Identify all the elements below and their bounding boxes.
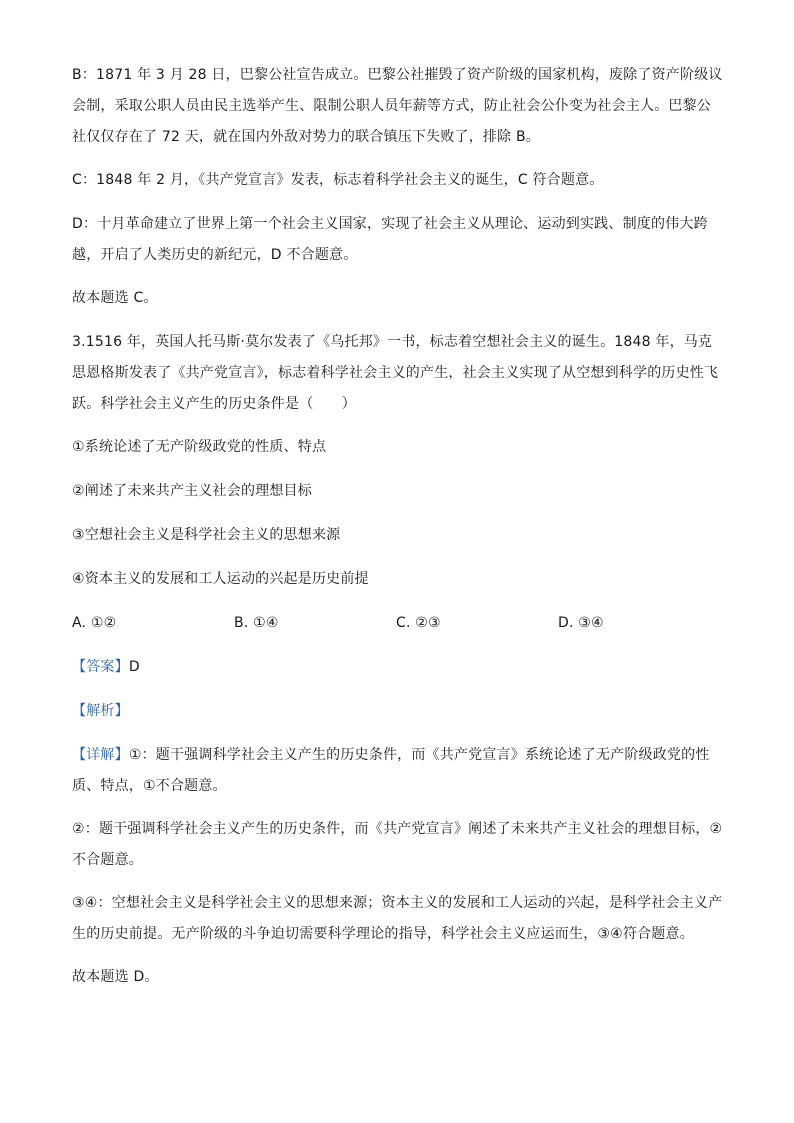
- question-item-4: ④资本主义的发展和工人运动的兴起是历史前提: [72, 571, 369, 587]
- answer-options: [72, 608, 724, 639]
- answer-tag: 【答案】: [72, 659, 129, 675]
- question-item-3: ③空想社会主义是科学社会主义的思想来源: [72, 527, 341, 543]
- conclusion-current: 故本题选 D。: [72, 969, 159, 985]
- question-item-1: ①系统论述了无产阶级政党的性质、特点: [72, 439, 327, 455]
- conclusion-previous: 故本题选 C。: [72, 290, 158, 306]
- explanation-option-b: B：1871 年 3 月 28 日，巴黎公社宣告成立。巴黎公社摧毁了资产阶级的国家机构，废除了资产阶级议会制，采取公职人员由民主选举产生、限制公职人员年薪等方式，防止社会公仆变为社会主人。巴黎公社仅仅存在了 72 天，就在国内外敌对势力的联合镇压下失败了，排除 B。: [72, 67, 723, 145]
- explanation-option-c: C：1848 年 2 月，《共产党宣言》发表，标志着科学社会主义的诞生，C 符合题意。: [72, 172, 604, 188]
- question-item-2: ②阐述了未来共产主义社会的理想目标: [72, 483, 312, 499]
- document-page: [72, 60, 724, 1006]
- detail-point-34: ③④：空想社会主义是科学社会主义的思想来源；资本主义的发展和工人运动的兴起，是科学社会主义产生的历史前提。无产阶级的斗争迫切需要科学理论的指导，科学社会主义应运而生，③④符合题意。: [72, 895, 723, 942]
- detail-point-2: ②：题干强调科学社会主义产生的历史条件，而《共产党宣言》阐述了未来共产主义社会的理想目标，②不合题意。: [72, 821, 723, 868]
- analysis-heading: [72, 696, 724, 727]
- option-c: C. ②③: [396, 615, 441, 631]
- option-d: D. ③④: [558, 615, 604, 631]
- analysis-tag: 【解析】: [72, 703, 129, 719]
- detail-tag: 【详解】: [72, 747, 129, 763]
- detail-point-1-text: ①：题干强调科学社会主义产生的历史条件，而《共产党宣言》系统论述了无产阶级政党的性质、特点，①不合题意。: [72, 747, 710, 794]
- detail-point-1: [72, 740, 724, 802]
- answer-value: D: [128, 659, 140, 675]
- explanation-option-d: D：十月革命建立了世界上第一个社会主义国家，实现了社会主义从理论、运动到实践、制度的伟大跨越，开启了人类历史的新纪元，D 不合题意。: [72, 216, 708, 263]
- answer-line: [72, 652, 724, 683]
- option-a: A. ①②: [72, 615, 117, 631]
- option-b: B. ①④: [234, 615, 279, 631]
- question-stem: 3.1516 年，英国人托马斯·莫尔发表了《乌托邦》一书，标志着空想社会主义的诞生。1848 年，马克思恩格斯发表了《共产党宣言》，标志着科学社会主义的产生，社会主义实现了从空想到科学的历史性飞跃。科学社会主义产生的历史条件是（ ）: [72, 334, 719, 412]
